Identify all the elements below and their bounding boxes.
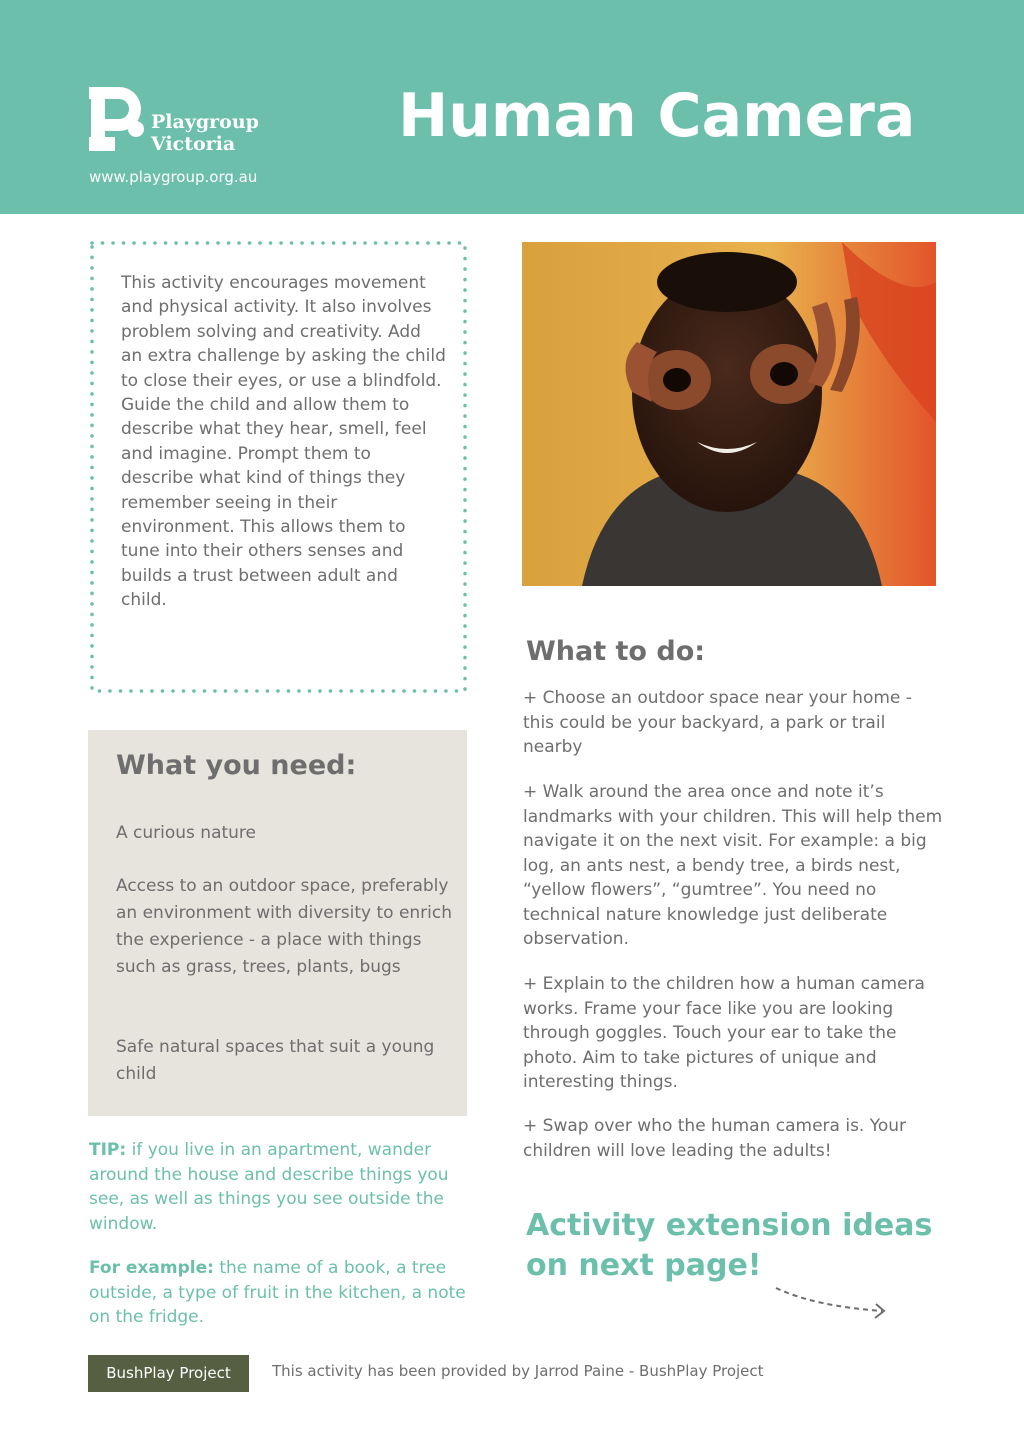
step-item: + Swap over who the human camera is. Your children will love leading the adults! [523, 1116, 907, 1161]
what-to-do-heading: What to do: [526, 636, 706, 667]
header-banner [0, 0, 1024, 214]
intro-text: This activity encourages movement and physical activity. It also involves problem solving and creativity. Add an extra challenge by asking the child to close their eyes, or use a blindfold. Guide the child and allow them to describe what they hear, smell, feel and imagine. Prompt them to describe what kind of things they remember seeing in their environment. This allows them to tune into their others senses and builds a trust between adult and child. [121, 273, 446, 611]
logo-text: Playgroup Victoria [151, 111, 259, 155]
need-item: Access to an outdoor space, preferably an environment with diversity to enrich the experience - a place with things such as grass, trees, plants, bugs [116, 876, 453, 977]
website-url[interactable]: www.playgroup.org.au [89, 168, 258, 186]
playgroup-logo-icon [89, 85, 149, 155]
need-item: A curious nature [116, 823, 257, 843]
footer-credit: This activity has been provided by Jarrod Paine - BushPlay Project [272, 1362, 764, 1380]
child-photo [522, 242, 936, 586]
bushplay-badge: BushPlay Project [88, 1355, 249, 1392]
tip-label: TIP: [89, 1140, 127, 1160]
page-title: Human Camera [398, 81, 916, 151]
intro-box [90, 241, 467, 693]
tip-paragraph [89, 1138, 474, 1236]
child-making-goggles-image [522, 242, 936, 586]
step-item: + Choose an outdoor space near your home - this could be your backyard, a park or trail nearby [523, 688, 912, 757]
step-item: + Walk around the area once and note it’s landmarks with your children. This will help them navigate it on the next visit. For example: a big log, an ants nest, a bendy tree, a birds nest, “yellow flowers”, “gumtree”. You need no technical nature knowledge just deliberate observation. [523, 782, 943, 949]
tip-text: if you live in an apartment, wander around the house and describe things you see, as well as things you see outside the window. [89, 1140, 449, 1234]
dashed-arrow-icon [774, 1284, 889, 1324]
example-paragraph [89, 1256, 474, 1330]
need-item: Safe natural spaces that suit a young child [116, 1037, 435, 1084]
step-item: + Explain to the children how a human camera works. Frame your face like you are looking through goggles. Touch your ear to take the photo. Aim to take pictures of unique and interesting things. [523, 974, 925, 1092]
what-you-need-box [88, 730, 467, 1116]
example-text: the name of a book, a tree outside, a type of fruit in the kitchen, a note on the fridge. [89, 1258, 466, 1327]
what-you-need-heading: What you need: [116, 750, 357, 781]
example-label: For example: [89, 1258, 214, 1278]
extension-ideas-heading: Activity extension ideas on next page! [526, 1208, 933, 1283]
